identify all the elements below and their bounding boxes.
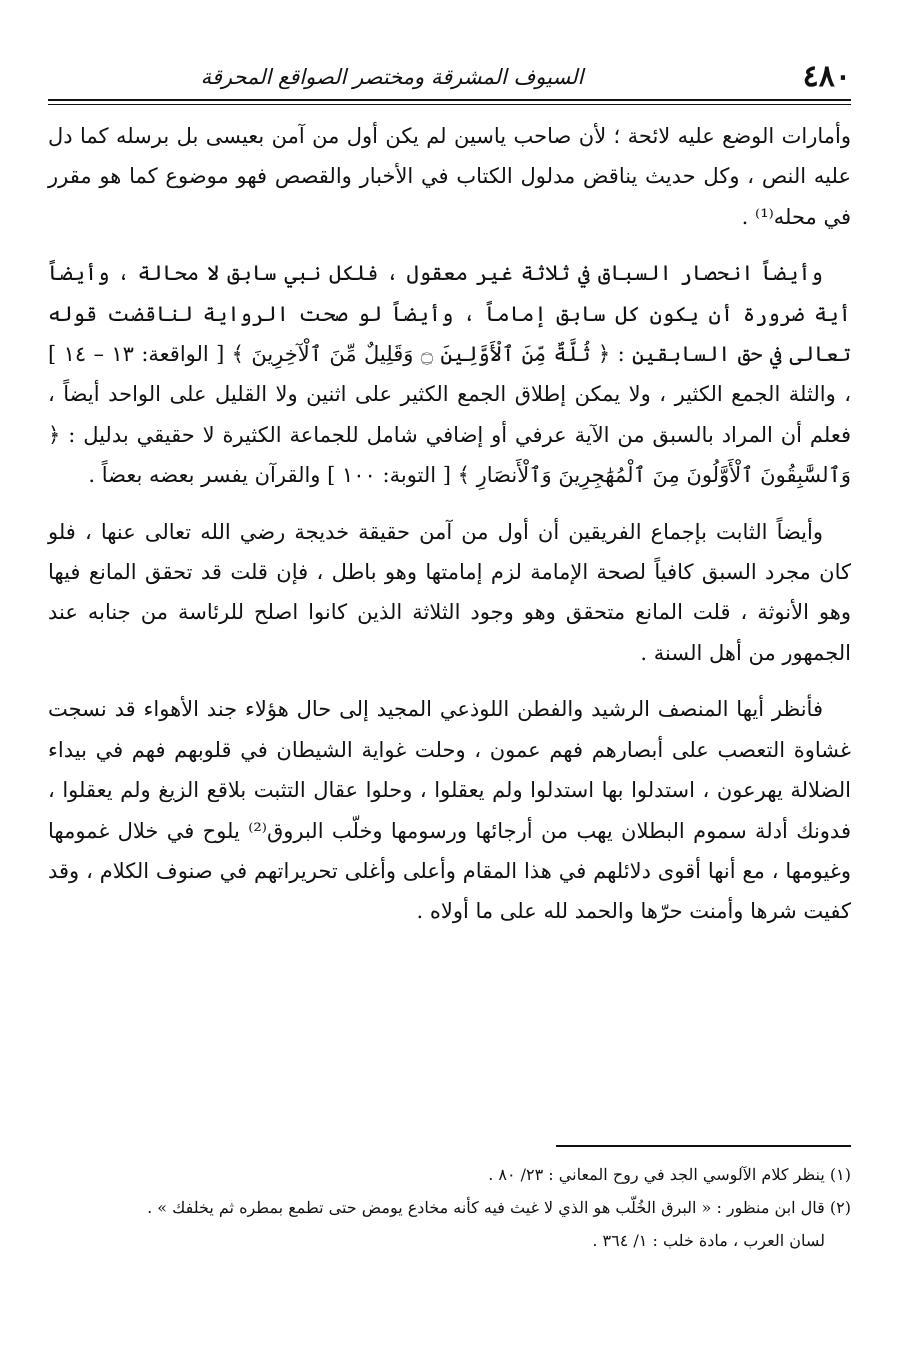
footnote-divider — [556, 1145, 851, 1147]
paragraph: وأيضاً الثابت بإجماع الفريقين أن أول من آمن حقيقة خديجة رضي الله تعالى عنها ، فلو كان مجرد السبق كافياً لصحة الإمامة لزم إمامتها وهو باطل ، فإن قلت قد تحقق المانع فيها وهو الأنوثة ، قلت المانع متحقق وهو وجود الثلاثة الذين كانوا اصلح للرئاسة من جنابه عند الجمهور من أهل السنة . — [48, 519, 851, 665]
footnote-2: (٢) قال ابن منظور : « البرق الخُلّب هو الذي لا غيث فيه كأنه مخادع يومض حتى تطمع بمطره ثم يخلفك » . — [147, 1198, 851, 1217]
paragraph: وأيضاً انحصار السباق في ثلاثة غير معقول ، فلكل نبي سابق لا محالة ، وأيضاً أية ضرورة أن يكون كل سابق إماماً ، وأيضاً لو صحت الرواية لناقضت قوله تعالى في حق السابقين : ﴿ ثُلَّةٌ مِّنَ ٱلْأَوَّلِينَ ۝ وَقَلِيلٌ مِّنَ ٱلْآخِرِينَ ﴾ [ الواقعة: ١٣ – ١٤ ] ، والثلة الجمع الكثير ، ولا يمكن إطلاق الجمع الكثير على اثنين ولا القليل على الواحد أيضاً ، فعلم أن المراد بالسبق من الآية عرفي أو إضافي شامل للجماعة الكثيرة لا حقيقي بدليل : ﴿ وَٱلسَّٰبِقُونَ ٱلْأَوَّلُونَ مِنَ ٱلْمُهَٰجِرِينَ وَٱلْأَنصَارِ ﴾ [ التوبة: ١٠٠ ] والقرآن يفسر بعضه بعضاً . — [48, 261, 852, 488]
page-number: ٤٨٠ — [802, 59, 851, 94]
paragraph: وأمارات الوضع عليه لائحة ؛ لأن صاحب ياسين لم يكن أول من آمن بعيسى بل برسله كما دل عليه النص ، وكل حديث يناقض مدلول الكتاب في الأخبار والقصص فهو موضوع كما هو مقرر في محله⁽¹⁾ . — [48, 124, 851, 229]
main-text — [48, 116, 851, 932]
footnotes — [48, 1158, 851, 1257]
footnote-2-source: لسان العرب ، مادة خلب : ١/ ٣٦٤ . — [592, 1231, 825, 1250]
page-header — [48, 58, 851, 98]
header-divider — [48, 99, 851, 105]
footnote-1: (١) ينظر كلام الآلوسي الجد في روح المعاني : ٢٣/ ٨٠ . — [488, 1165, 851, 1184]
paragraph: فأنظر أيها المنصف الرشيد والفطن اللوذعي المجيد إلى حال هؤلاء جند الأهواء قد نسجت غشاوة التعصب على أبصارهم فهم عمون ، وحلت غواية الشيطان في قلوبهم فهم في بيداء الضلالة يهرعون ، استدلوا بها استدلوا ولم يعقلوا ، وحلوا عقال التثبت بلاقع الزيغ ولم يعقلوا ، فدونك أدلة سموم البطلان يهب من أرجائها ورسومها وخلّب البروق⁽²⁾ يلوح في خلال غمومها وغيومها ، مع أنها أقوى دلائلهم في هذا المقام وأعلى وأغلى تحريراتهم في صنوف الكلام ، وقد كفيت شرها وأمنت حرّها والحمد لله على ما أولاه . — [48, 697, 851, 924]
running-title: السيوف المشرقة ومختصر الصواقع المحرقة — [200, 65, 584, 89]
